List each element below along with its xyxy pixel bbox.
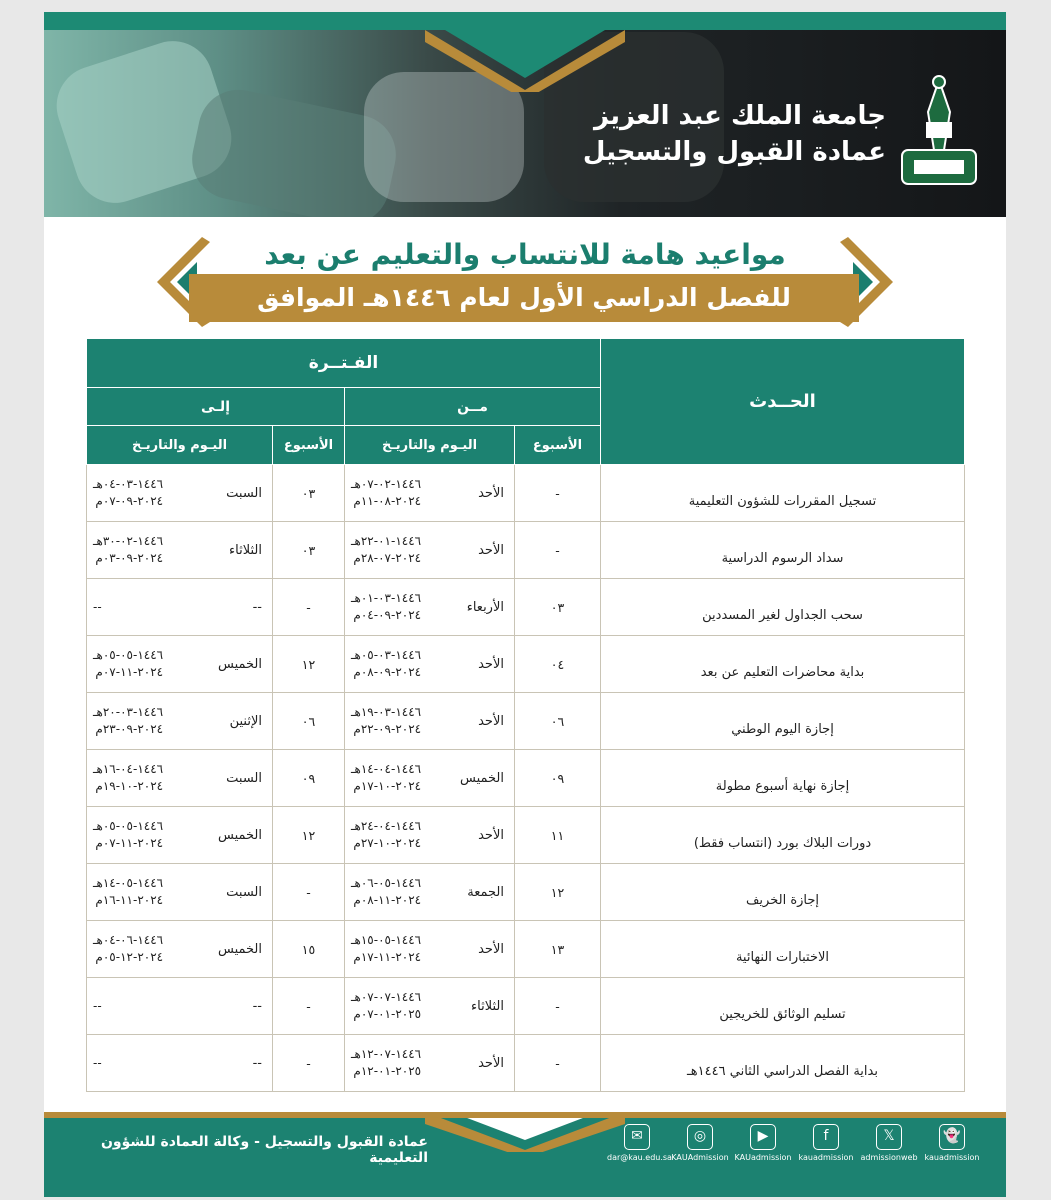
- to-date-cell: [87, 978, 273, 1035]
- x-icon: 𝕏: [876, 1124, 902, 1150]
- header-banner: [44, 12, 1006, 217]
- day-name: الخميس: [218, 827, 262, 843]
- event-cell: تسليم الوثائق للخريجين: [601, 978, 965, 1035]
- header-event: الحــدث: [601, 339, 965, 465]
- table-row: [87, 1035, 965, 1092]
- table-row: [87, 750, 965, 807]
- hijri-date: ١٤٤٦-٠٦-٠٤هـ: [93, 933, 164, 947]
- day-name: --: [252, 599, 262, 615]
- deanship-name: عمادة القبول والتسجيل: [582, 137, 886, 167]
- day-name: الأحد: [478, 713, 504, 729]
- hijri-date: ١٤٤٦-٠٢-٣٠هـ: [93, 534, 164, 548]
- event-cell: بداية الفصل الدراسي الثاني ١٤٤٦هـ: [601, 1035, 965, 1092]
- hijri-date: ١٤٤٦-٠٣-٠٤هـ: [93, 477, 164, 491]
- from-date-cell: [345, 693, 515, 750]
- gregorian-date: ٢٠٢٤-٠٧-٢٨م: [353, 551, 422, 565]
- social-label: KAUadmission: [734, 1153, 792, 1162]
- hijri-date: ١٤٤٦-٠٧-١٢هـ: [351, 1047, 422, 1061]
- hijri-date: ١٤٤٦-٠٣-٢٠هـ: [93, 705, 164, 719]
- gregorian-date: ٢٠٢٤-١١-١٦م: [95, 893, 164, 907]
- hijri-date: ١٤٤٦-٠٢-٠٧هـ: [351, 477, 422, 491]
- hijri-date: ١٤٤٦-٠١-٢٢هـ: [351, 534, 422, 548]
- from-week-cell: ٠٣: [515, 579, 601, 636]
- header-title: [583, 98, 886, 170]
- table-row: [87, 636, 965, 693]
- to-date-cell: [87, 807, 273, 864]
- from-date-cell: [345, 921, 515, 978]
- footer: [44, 1112, 1006, 1197]
- event-cell: إجازة الخريف: [601, 864, 965, 921]
- from-date-cell: [345, 864, 515, 921]
- facebook-icon: f: [813, 1124, 839, 1150]
- to-week-cell: ١٢: [273, 807, 345, 864]
- to-date-cell: [87, 750, 273, 807]
- event-cell: تسجيل المقررات للشؤون التعليمية: [601, 465, 965, 522]
- from-date-cell: [345, 522, 515, 579]
- hijri-date: ١٤٤٦-٠٣-٠٥هـ: [351, 648, 422, 662]
- day-name: --: [252, 998, 262, 1014]
- event-cell: دورات البلاك بورد (انتساب فقط): [601, 807, 965, 864]
- day-name: الخميس: [218, 941, 262, 957]
- day-name: السبت: [226, 770, 262, 786]
- event-cell: إجازة اليوم الوطني: [601, 693, 965, 750]
- to-week-cell: ٠٩: [273, 750, 345, 807]
- gregorian-date: ٢٠٢٤-١١-٠٧م: [95, 665, 164, 679]
- social-label: KAUAdmission: [671, 1153, 729, 1162]
- from-date-cell: [345, 750, 515, 807]
- social-label: kauadmission: [798, 1153, 854, 1162]
- hijri-date: ١٤٤٦-٠٥-٠٥هـ: [93, 819, 164, 833]
- header-to: إلـى: [87, 387, 345, 426]
- gregorian-date: ٢٠٢٤-١١-٠٨م: [353, 893, 422, 907]
- to-date-cell: [87, 522, 273, 579]
- poster: [44, 12, 1006, 1197]
- gregorian-date: ٢٠٢٥-٠١-١٢م: [353, 1064, 422, 1078]
- to-week-cell: ١٢: [273, 636, 345, 693]
- schedule-table: [86, 338, 965, 1092]
- from-week-cell: -: [515, 465, 601, 522]
- hijri-date: ١٤٤٦-٠٥-١٤هـ: [93, 876, 164, 890]
- social-link-facebook[interactable]: [796, 1124, 856, 1162]
- schedule-table-wrapper: [86, 338, 964, 1092]
- from-week-cell: ٠٤: [515, 636, 601, 693]
- day-name: الخميس: [460, 770, 504, 786]
- to-week-cell: ١٥: [273, 921, 345, 978]
- event-cell: الاختبارات النهائية: [601, 921, 965, 978]
- hijri-date: --: [93, 998, 102, 1013]
- day-name: الجمعة: [467, 884, 504, 900]
- to-date-cell: [87, 921, 273, 978]
- to-week-cell: ٠٣: [273, 465, 345, 522]
- subtitle-band: للفصل الدراسي الأول لعام ١٤٤٦هـ الموافق: [189, 274, 859, 322]
- hijri-date: ١٤٤٦-٠٥-١٥هـ: [351, 933, 422, 947]
- event-cell: سحب الجداول لغير المسددين: [601, 579, 965, 636]
- main-title: مواعيد هامة للانتساب والتعليم عن بعد: [264, 238, 786, 271]
- gregorian-date: ٢٠٢٤-١٠-٢٧م: [353, 836, 422, 850]
- gregorian-date: ٢٠٢٤-٠٨-١١م: [353, 494, 422, 508]
- header-period: الفـتــرة: [87, 339, 601, 388]
- from-week-cell: ٠٦: [515, 693, 601, 750]
- header-from: مــن: [345, 387, 601, 426]
- day-name: الأحد: [478, 485, 504, 501]
- event-cell: سداد الرسوم الدراسية: [601, 522, 965, 579]
- header-to-week: الأسبوع: [273, 426, 345, 465]
- snapchat-icon: 👻: [939, 1124, 965, 1150]
- social-link-youtube[interactable]: [733, 1124, 793, 1162]
- hijri-date: ١٤٤٦-٠٤-٢٤هـ: [351, 819, 422, 833]
- from-date-cell: [345, 579, 515, 636]
- header-from-week: الأسبوع: [515, 426, 601, 465]
- instagram-icon: ◎: [687, 1124, 713, 1150]
- table-row: [87, 522, 965, 579]
- social-link-instagram[interactable]: [670, 1124, 730, 1162]
- gregorian-date: ٢٠٢٤-٠٩-٠٤م: [353, 608, 422, 622]
- social-label: admissionweb: [860, 1153, 918, 1162]
- hijri-date: ١٤٤٦-٠٥-٠٥هـ: [93, 648, 164, 662]
- gregorian-date: ٢٠٢٤-١٠-١٩م: [95, 779, 164, 793]
- hijri-date: ١٤٤٦-٠٣-١٩هـ: [351, 705, 422, 719]
- email-icon: ✉: [624, 1124, 650, 1150]
- hijri-date: ١٤٤٦-٠٤-١٦هـ: [93, 762, 164, 776]
- day-name: الأحد: [478, 1055, 504, 1071]
- header-chevron-icon: [425, 12, 625, 92]
- from-date-cell: [345, 1035, 515, 1092]
- day-name: السبت: [226, 884, 262, 900]
- table-row: [87, 465, 965, 522]
- gregorian-date: ٢٠٢٤-٠٩-٢٣م: [95, 722, 164, 736]
- university-name: جامعة الملك عبد العزيز: [594, 101, 886, 131]
- footer-text: عمادة القبول والتسجيل - وكالة العمادة للشؤون التعليمية: [100, 1134, 428, 1166]
- social-link-x[interactable]: [859, 1124, 919, 1162]
- hijri-date: ١٤٤٦-٠٧-٠٧هـ: [351, 990, 422, 1004]
- to-date-cell: [87, 693, 273, 750]
- day-name: الخميس: [218, 656, 262, 672]
- to-week-cell: -: [273, 864, 345, 921]
- from-week-cell: -: [515, 978, 601, 1035]
- to-date-cell: [87, 864, 273, 921]
- social-link-email[interactable]: [607, 1124, 672, 1162]
- gregorian-date: ٢٠٢٥-٠١-٠٧م: [353, 1007, 422, 1021]
- gregorian-date: ٢٠٢٤-١١-٠٧م: [95, 836, 164, 850]
- from-week-cell: ١٢: [515, 864, 601, 921]
- day-name: الأحد: [478, 656, 504, 672]
- day-name: --: [252, 1055, 262, 1071]
- to-week-cell: -: [273, 579, 345, 636]
- gregorian-date: ٢٠٢٤-١٢-٠٥م: [95, 950, 164, 964]
- hijri-date: ١٤٤٦-٠٣-٠١هـ: [351, 591, 422, 605]
- social-link-snapchat[interactable]: [922, 1124, 982, 1162]
- kau-logo-icon: [894, 72, 984, 192]
- hijri-date: ١٤٤٦-٠٥-٠٦هـ: [351, 876, 422, 890]
- from-date-cell: [345, 636, 515, 693]
- table-row: [87, 807, 965, 864]
- hijri-date: ١٤٤٦-٠٤-١٤هـ: [351, 762, 422, 776]
- hijri-date: --: [93, 599, 102, 614]
- gregorian-date: ٢٠٢٤-٠٩-٠٧م: [95, 494, 164, 508]
- to-date-cell: [87, 1035, 273, 1092]
- table-row: [87, 921, 965, 978]
- to-week-cell: ٠٦: [273, 693, 345, 750]
- footer-gold-bar: [44, 1112, 1006, 1118]
- gregorian-date: ٢٠٢٤-٠٩-٠٨م: [353, 665, 422, 679]
- to-week-cell: -: [273, 1035, 345, 1092]
- social-label: dar@kau.edu.sa: [607, 1153, 672, 1162]
- gregorian-date: ٢٠٢٤-١٠-١٧م: [353, 779, 422, 793]
- table-row: [87, 978, 965, 1035]
- gregorian-date: ٢٠٢٤-١١-١٧م: [353, 950, 422, 964]
- footer-chevron-icon: [425, 1102, 625, 1152]
- to-date-cell: [87, 636, 273, 693]
- day-name: الإثنين: [229, 713, 262, 729]
- day-name: الثلاثاء: [471, 998, 504, 1014]
- header-from-daydate: اليـوم والتاريـخ: [345, 426, 515, 465]
- day-name: الأربعاء: [466, 599, 504, 615]
- to-week-cell: ٠٣: [273, 522, 345, 579]
- from-week-cell: -: [515, 1035, 601, 1092]
- social-label: kauadmission: [924, 1153, 980, 1162]
- day-name: الثلاثاء: [229, 542, 262, 558]
- from-date-cell: [345, 978, 515, 1035]
- table-row: [87, 579, 965, 636]
- event-cell: إجازة نهاية أسبوع مطولة: [601, 750, 965, 807]
- from-week-cell: ٠٩: [515, 750, 601, 807]
- to-date-cell: [87, 579, 273, 636]
- from-date-cell: [345, 807, 515, 864]
- event-cell: بداية محاضرات التعليم عن بعد: [601, 636, 965, 693]
- gregorian-date: ٢٠٢٤-٠٩-٠٣م: [95, 551, 164, 565]
- to-week-cell: -: [273, 978, 345, 1035]
- hijri-date: --: [93, 1055, 102, 1070]
- gregorian-date: ٢٠٢٤-٠٩-٢٢م: [353, 722, 422, 736]
- to-date-cell: [87, 465, 273, 522]
- header-to-daydate: اليـوم والتاريـخ: [87, 426, 273, 465]
- day-name: السبت: [226, 485, 262, 501]
- from-week-cell: -: [515, 522, 601, 579]
- table-row: [87, 864, 965, 921]
- from-week-cell: ١١: [515, 807, 601, 864]
- from-week-cell: ١٣: [515, 921, 601, 978]
- table-row: [87, 693, 965, 750]
- youtube-icon: ▶: [750, 1124, 776, 1150]
- day-name: الأحد: [478, 941, 504, 957]
- day-name: الأحد: [478, 542, 504, 558]
- from-date-cell: [345, 465, 515, 522]
- day-name: الأحد: [478, 827, 504, 843]
